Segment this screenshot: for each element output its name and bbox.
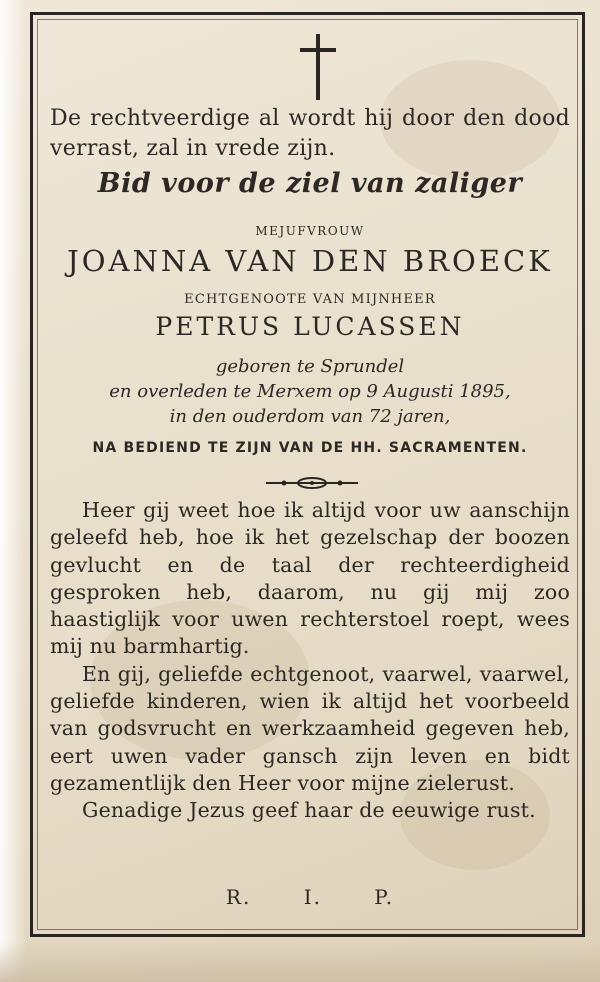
farewell-paragraph: En gij, geliefde echtgenoot, vaarwel, vaarwel, geliefde kinderen, wien ik altijd het voorbeeld van godsvrucht en werkzaamheid gegeven heb, eert uwen vader gansch zijn leven en bidt gezamentlijk den Heer voor mijne zielerust. — [50, 661, 570, 795]
prayer-heading: Bid voor de ziel van zaliger — [97, 168, 523, 199]
deceased-name: JOANNA VAN DEN BROECK — [67, 244, 553, 278]
torn-left-edge — [0, 0, 26, 982]
birth-line: geboren te Sprundel — [215, 356, 405, 377]
prayer-paragraph: Heer gij weet hoe ik altijd voor uw aanschijn geleefd heb, hoe ik het gezelschap der boozen gevlucht en de taal der rechteerdigheid gesproken heb, daarom, nu gij mij zoo haastiglijk voor uwen rechterstoel roept, wees mij nu barmhartig. — [50, 498, 570, 659]
rip-line: R. I. P. — [225, 885, 395, 909]
sacraments-line: NA BEDIEND TE ZIJN VAN DE HH. SACRAMENTEN. — [92, 440, 528, 456]
scripture-quote: De rechtveerdige al wordt hij door den dood verrast, zal in vrede zijn. — [50, 106, 570, 161]
spouse-label: ECHTGENOOTE VAN MIJNHEER — [184, 292, 436, 307]
worn-bottom-edge — [0, 942, 600, 982]
life-details — [50, 354, 570, 429]
closing-paragraph: Genadige Jezus geef haar de eeuwige rust. — [82, 798, 536, 823]
decorative-divider-icon — [262, 476, 362, 490]
death-line: en overleden te Merxem op 9 Augusti 1895, — [109, 381, 511, 402]
spouse-name: PETRUS LUCASSEN — [155, 312, 465, 341]
latin-cross-icon — [298, 34, 338, 100]
age-line: in den ouderdom van 72 jaren, — [169, 406, 451, 427]
prayer-text — [50, 497, 570, 825]
honorific-label: MEJUFVROUW — [255, 224, 365, 238]
